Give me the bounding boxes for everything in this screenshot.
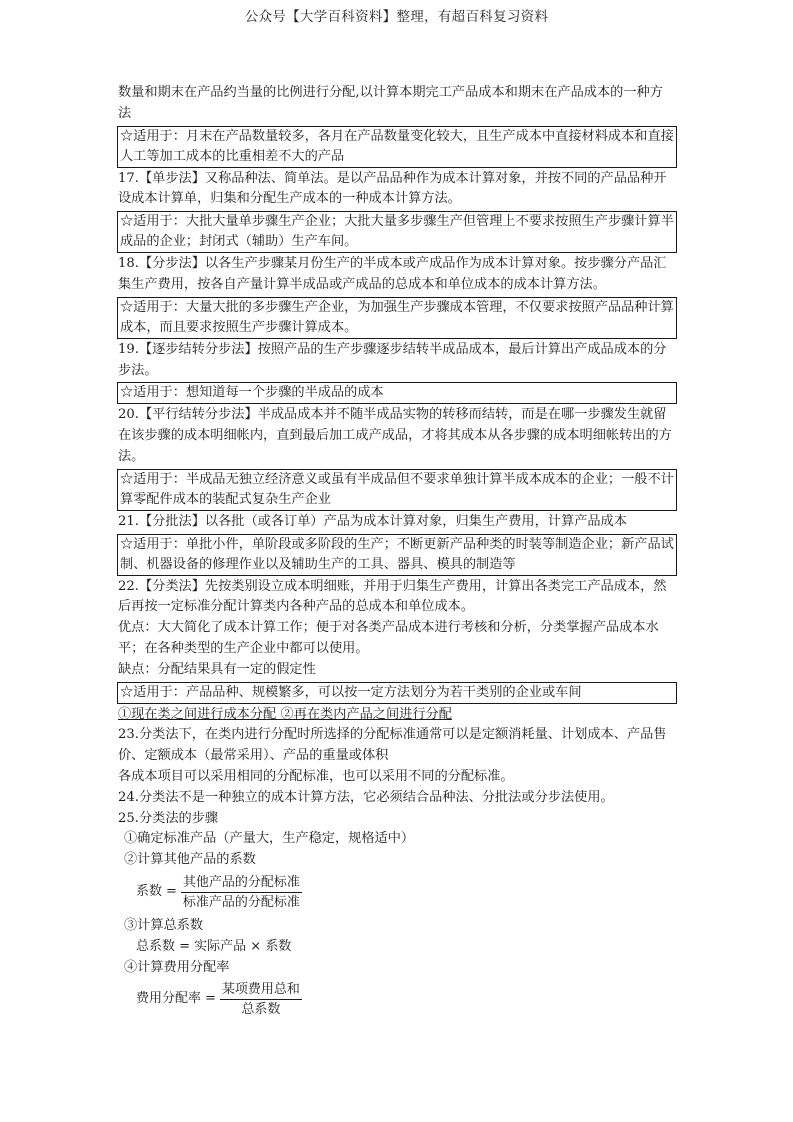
document-body <box>117 83 677 1023</box>
item-24: 24.分类法不是一种独立的成本计算方法，它必须结合品种法、分批法或分步法使用。 <box>118 789 614 805</box>
item-22-cons: 缺点：分配结果具有一定的假定性 <box>118 661 316 677</box>
applicability-box-1: ☆适用于：月末在产品数量较多，各月在产品数量变化较大，且生产成本中直接材料成本和直接人工等加工成本的比重相差不大的产品 <box>117 126 677 168</box>
item-20-parallel-transfer: 20.【平行结转分步法】半成品成本并不随半成品实物的转移而结转，而是在哪一步骤发生就留在该步骤的成本明细帐内，直到最后加工成产成品，才将其成本从各步骤的成本明细帐转出的方法。 <box>118 407 672 464</box>
item-25-title: 25.分类法的步骤 <box>118 810 219 826</box>
total-coefficient-formula: 总系数 = 实际产品 × 系数 <box>136 938 292 954</box>
fraction-denominator: 总系数 <box>241 1002 281 1018</box>
intro-text: 数量和期末在产品约当量的比例进行分配,以计算本期完工产品成本和期末在产品成本的一种方法 <box>118 85 663 121</box>
allocation-rate-formula <box>136 980 677 1019</box>
item-22-note: ①现在类之间进行成本分配 ②再在类内产品之间进行分配 <box>118 706 452 722</box>
allocation-rate-fraction <box>220 980 302 1019</box>
item-18-step-method: 18.【分步法】以各生产步骤某月份生产的半成本或产成品作为成本计算对象。按步骤分产品汇集生产费用，按各自产量计算半成品或产成品的总成本和单位成本的成本计算方法。 <box>118 256 667 292</box>
fraction-numerator: 某项费用总和 <box>220 980 302 1000</box>
item-25-step-2: ②计算其他产品的系数 <box>124 852 256 868</box>
applicability-box-20: ☆适用于：半成品无独立经济意义或虽有半成品但不要求单独计算半成本成本的企业；一般不计算零配件成本的装配式复杂生产企业 <box>117 469 677 511</box>
applicability-box-22: ☆适用于：产品品种、规模繁多，可以按一定方法划分为若干类别的企业或车间 <box>117 682 677 704</box>
coefficient-formula-lhs: 系数 <box>136 884 163 900</box>
equals-sign: = <box>205 991 216 1007</box>
coefficient-fraction <box>181 873 302 912</box>
applicability-box-19: ☆适用于：想知道每一个步骤的半成品的成本 <box>117 382 677 404</box>
fraction-denominator: 标准产品的分配标准 <box>182 894 300 910</box>
fraction-numerator: 其他产品的分配标准 <box>181 873 302 893</box>
item-25-step-4: ④计算费用分配率 <box>124 959 230 975</box>
item-19-sequential-transfer: 19.【逐步结转分步法】按照产品的生产步骤逐步结转半成品成本，最后计算出产成品成本的分步法。 <box>118 341 667 378</box>
applicability-box-17: ☆适用于：大批大量单步骤生产企业；大批大量多步骤生产但管理上不要求按照生产步骤计算半成品的企业；封闭式（辅助）生产车间。 <box>117 211 677 253</box>
equals-sign: = <box>166 884 177 900</box>
item-25-step-3: ③计算总系数 <box>124 917 204 933</box>
item-25-step-1: ①确定标准产品（产量大，生产稳定，规格适中） <box>124 831 415 847</box>
applicability-box-21: ☆适用于：单批小件，单阶段或多阶段的生产；不断更新产品种类的时装等制造企业；新产品试制、机器设备的修理作业以及辅助生产的工具、器具、模具的制造等 <box>117 534 677 576</box>
item-23: 23.分类法下，在类内进行分配时所选择的分配标准通常可以是定额消耗量、计划成本、产品售价、定额成本（最常采用）、产品的重量或体积 <box>118 727 667 764</box>
applicability-box-18: ☆适用于：大量大批的多步骤生产企业，为加强生产步骤成本管理，不仅要求按照产品品种计算成本，而且要求按照生产步骤计算成本。 <box>117 297 677 339</box>
coefficient-formula <box>136 873 677 912</box>
item-21-batch-method: 21.【分批法】以各批（或各订单）产品为成本计算对象，归集生产费用，计算产品成本 <box>118 513 627 529</box>
item-17-single-step-method: 17.【单步法】又称品种法、简单法。是以产品品种作为成本计算对象，并按不同的产品品种开设成本计算单，归集和分配生产成本的一种成本计算方法。 <box>118 170 667 207</box>
allocation-rate-formula-lhs: 费用分配率 <box>136 991 202 1007</box>
item-22-pros: 优点：大大简化了成本计算工作；便于对各类产品成本进行考核和分析，分类掌握产品成本水平；在各种类型的生产企业中都可以使用。 <box>118 620 659 656</box>
page-header: 公众号【大学百科资料】整理，有超百科复习资料 <box>244 9 549 25</box>
item-22-classification-method: 22.【分类法】先按类别设立成本明细账，并用于归集生产费用，计算出各类完工产品成本，然后再按一定标准分配计算类内各种产品的总成本和单位成本。 <box>118 578 667 615</box>
item-23-continued: 各成本项目可以采用相同的分配标准，也可以采用不同的分配标准。 <box>118 768 514 784</box>
